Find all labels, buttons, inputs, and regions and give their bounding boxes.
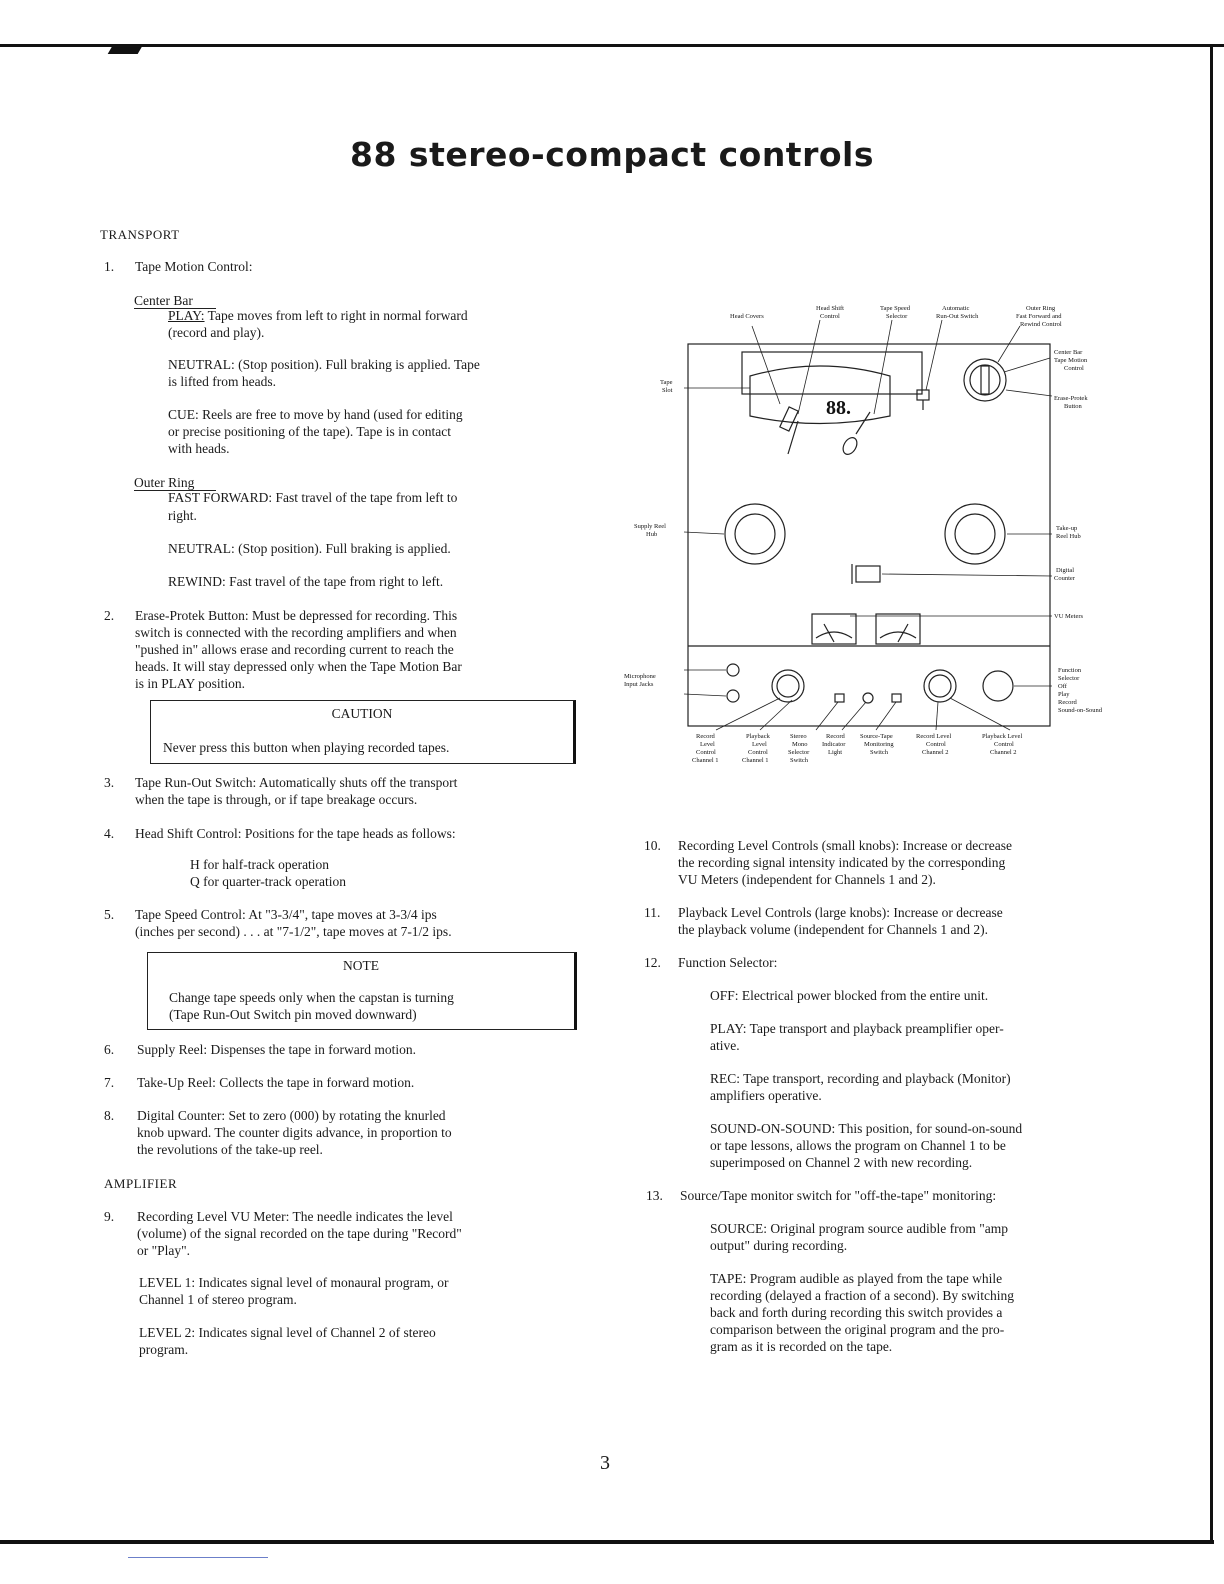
label-center-bar-2: Tape Motion [1054,357,1088,364]
note-line: (Tape Run-Out Switch pin moved downward) [169,1007,417,1022]
section-amplifier: AMPLIFIER [104,1176,178,1191]
text-line: TAPE: Program audible as played from the tape while [710,1271,1003,1286]
label-b4: Record [826,733,845,740]
text-line: (inches per second) . . . at "7-1/2", tape moves at 7-1/2 ips. [135,924,452,939]
vu-meter-1 [812,614,856,644]
item-number: 2. [104,608,115,623]
function-selector-knob [983,671,1013,701]
page-number: 3 [600,1452,610,1474]
label-tape-speed: Tape Speed [880,305,911,312]
subheading-outer-ring: Outer Ring [134,475,195,490]
label-b7: Playback Level [982,733,1023,740]
label-b6: Record Level [916,733,952,740]
source-tape-switch [892,694,901,702]
text-line: REWIND: Fast travel of the tape from right to left. [168,574,444,589]
label-head-covers: Head Covers [730,313,764,320]
stereo-mono-switch [835,694,844,702]
play-text: Tape moves from left to right in normal forward [207,308,468,323]
label-function: Function [1058,667,1082,674]
text-line: LEVEL 1: Indicates signal level of monaural program, or [139,1275,449,1290]
label-takeup-reel: Take-up [1056,525,1078,532]
item-number: 8. [104,1108,115,1123]
vu-meter-2 [876,614,920,644]
tape-slot-area [750,366,890,424]
text-line: ative. [710,1038,740,1053]
ff-text: Fast travel of the tape from left to [275,490,458,505]
label-tape-speed-2: Selector [886,313,908,320]
label-supply-reel: Supply Reel [634,523,666,530]
label-head-shift: Head Shift [816,305,844,312]
text-line: with heads. [168,441,230,456]
label-function-4: Play [1058,691,1070,698]
text-line: Digital Counter: Set to zero (000) by rotating the knurled [137,1108,446,1123]
label-b7-2: Control [994,741,1014,748]
item-number: 3. [104,775,115,790]
text-line: output" during recording. [710,1238,848,1253]
label-head-shift-2: Control [820,313,840,320]
label-b3-4: Switch [790,757,809,764]
panel-outline [688,344,1050,726]
text-line: SOURCE: Original program source audible from "amp [710,1221,1008,1236]
text-line [168,490,457,507]
text-line: Recording Level VU Meter: The needle indicates the level [137,1209,453,1224]
ff-key: FAST FORWARD: [168,490,273,505]
right-rule [1210,44,1213,1544]
label-b4-3: Light [828,749,843,756]
label-tape-slot-2: Slot [662,387,673,394]
text-line: is in PLAY position. [135,676,246,691]
item-label: Tape Motion Control: [135,259,253,274]
top-rule [0,44,1224,47]
text-line: OFF: Electrical power blocked from the entire unit. [710,988,989,1003]
control-panel-diagram [620,296,1140,772]
label-b5-3: Switch [870,749,889,756]
text-line: NEUTRAL: (Stop position). Full braking is applied. [168,541,451,556]
text-line: Supply Reel: Dispenses the tape in forward motion. [137,1042,416,1057]
label-outer-ring-3: Rewind Control [1020,321,1062,328]
label-takeup-reel-2: Reel Hub [1056,533,1081,540]
text-line: or precise positioning of the tape). Tape is in contact [168,424,451,439]
text-line: comparison between the original program and the pro- [710,1322,1005,1337]
label-center-bar-3: Control [1064,365,1084,372]
text-line: superimposed on Channel 2 with new recording. [710,1155,973,1170]
item-number: 10. [644,838,661,853]
label-erase-2: Button [1064,403,1082,410]
text-line: Head Shift Control: Positions for the tape heads as follows: [135,826,456,841]
label-outer-ring-2: Fast Forward and [1016,313,1062,320]
text-line: the playback volume (independent for Channels 1 and 2). [678,922,989,937]
page-title: 88 stereo-compact controls [350,135,874,174]
section-transport: TRANSPORT [100,227,180,242]
item-number: 4. [104,826,115,841]
text-line: recording (delayed a fraction of a second). By switching [710,1288,1015,1303]
label-b2-2: Level [752,741,767,748]
label-b1-2: Level [700,741,715,748]
text-line: heads. It will stay depressed only when the Tape Motion Bar [135,659,462,674]
text-line: right. [168,508,197,523]
label-mic: Microphone [624,673,656,680]
text-line: or "Play". [137,1243,191,1258]
supply-reel-hub [725,504,785,564]
text-line: CUE: Reels are free to move by hand (used for editing [168,407,463,422]
text-line: Tape Run-Out Switch: Automatically shuts off the transport [135,775,458,790]
text-line: PLAY: Tape transport and playback preamplifier oper- [710,1021,1004,1036]
caution-text: Never press this button when playing recorded tapes. [163,740,450,755]
text-line: SOUND-ON-SOUND: This position, for sound-on-sound [710,1121,1023,1136]
text-line [168,308,468,325]
text-line: back and forth during recording this switch provides a [710,1305,1003,1320]
text-line: the recording signal intensity indicated by the corresponding [678,855,1006,870]
note-heading: NOTE [343,958,379,973]
footer-line [128,1557,268,1558]
text-line: is lifted from heads. [168,374,276,389]
label-b5-2: Monitoring [864,741,894,748]
text-line: Recording Level Controls (small knobs): Increase or decrease [678,838,1013,853]
label-b7-3: Channel 2 [990,749,1017,756]
text-line: program. [139,1342,189,1357]
item-number: 5. [104,907,115,922]
note-box [147,952,577,1030]
label-b1: Record [696,733,715,740]
text-line: knob upward. The counter digits advance, in proportion to [137,1125,452,1140]
text-line: Q for quarter-track operation [190,874,347,889]
text-line: (volume) of the signal recorded on the tape during "Record" [137,1226,462,1241]
play-key: PLAY: [168,308,205,323]
label-center-bar: Center Bar [1054,349,1083,356]
bottom-rule [0,1540,1214,1544]
text-line: Function Selector: [678,955,778,970]
label-b2-4: Channel 1 [742,757,769,764]
label-function-3: Off [1058,683,1067,690]
subheading-center-bar: Center Bar [134,293,193,308]
text-line: (record and play). [168,325,265,340]
label-b6-2: Control [926,741,946,748]
label-b1-4: Channel 1 [692,757,719,764]
text-line: Source/Tape monitor switch for "off-the-tape" monitoring: [680,1188,997,1203]
text-line: VU Meters (independent for Channels 1 and 2). [678,872,936,887]
logo: 88. [826,397,851,419]
text-line: REC: Tape transport, recording and playback (Monitor) [710,1071,1011,1086]
caution-box [150,700,576,764]
label-runout-2: Run-Out Switch [936,313,979,320]
takeup-reel-hub [945,504,1005,564]
label-b6-3: Channel 2 [922,749,949,756]
text-line: Playback Level Controls (large knobs): Increase or decrease [678,905,1003,920]
text-line: when the tape is through, or if tape breakage occurs. [135,792,418,807]
caution-heading: CAUTION [331,706,393,721]
item-number: 9. [104,1209,115,1224]
text-line: Channel 1 of stereo program. [139,1292,297,1307]
label-b3-2: Mono [792,741,808,748]
item-number: 13. [646,1188,663,1203]
label-erase: Erase-Protek [1054,395,1088,402]
label-outer-ring: Outer Ring [1026,305,1056,312]
record-indicator-light [863,693,873,703]
label-b5: Source-Tape [860,733,893,740]
item-number: 6. [104,1042,115,1057]
label-function-6: Sound-on-Sound [1058,707,1103,714]
label-b3: Stereo [790,733,807,740]
item-number: 7. [104,1075,115,1090]
label-counter: Digital [1056,567,1075,574]
label-b4-2: Indicator [822,741,846,748]
text-line: the revolutions of the take-up reel. [137,1142,323,1157]
label-b2: Playback [746,733,770,740]
runout-switch [917,390,929,400]
text-line: Tape Speed Control: At "3-3/4", tape moves at 3-3/4 ips [135,907,437,922]
label-mic-2: Input Jacks [624,681,654,688]
text-line: amplifiers operative. [710,1088,822,1103]
item-number: 12. [644,955,661,970]
text-line: LEVEL 2: Indicates signal level of Channel 2 of stereo [139,1325,436,1340]
item-number: 11. [644,905,661,920]
text-line: NEUTRAL: (Stop position). Full braking is applied. Tape [168,357,480,372]
text-line: switch is connected with the recording amplifiers and when [135,625,457,640]
label-vu-meters: VU Meters [1054,613,1084,620]
label-function-2: Selector [1058,675,1080,682]
text-line: Take-Up Reel: Collects the tape in forward motion. [137,1075,415,1090]
text-line: Erase-Protek Button: Must be depressed for recording. This [135,608,458,623]
label-runout: Automatic [942,305,970,312]
label-counter-2: Counter [1054,575,1075,582]
label-b1-3: Control [696,749,716,756]
label-b2-3: Control [748,749,768,756]
label-function-5: Record [1058,699,1077,706]
mic-jack-1 [727,664,739,676]
text-line: gram as it is recorded on the tape. [710,1339,893,1354]
text-line: or tape lessons, allows the program on Channel 1 to be [710,1138,1006,1153]
text-line: "pushed in" allows erase and recording current to reach the [135,642,454,657]
digital-counter [856,566,880,582]
text-line: H for half-track operation [190,857,330,872]
note-line: Change tape speeds only when the capstan is turning [169,990,454,1005]
mic-jack-2 [727,690,739,702]
item-number: 1. [104,259,115,274]
label-b3-3: Selector [788,749,810,756]
label-supply-reel-2: Hub [646,531,658,538]
label-tape-slot: Tape [660,379,673,386]
corner-mark [108,46,143,54]
